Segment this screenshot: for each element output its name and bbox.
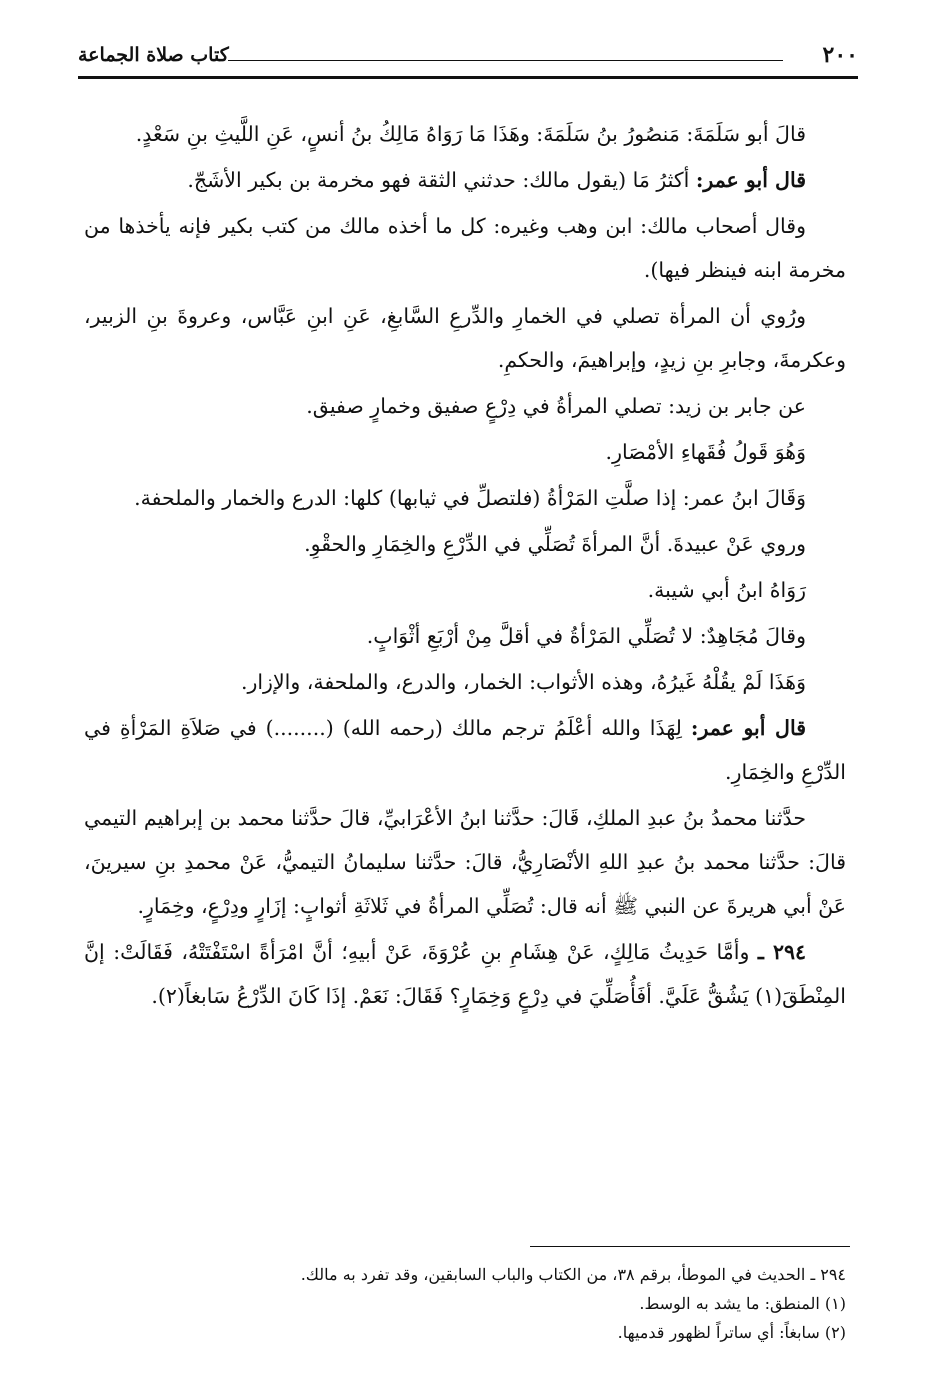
footnotes bbox=[84, 1260, 846, 1347]
paragraph bbox=[84, 706, 846, 794]
footnote: ٢٩٤ ـ الحديث في الموطأ، برقم ٣٨، من الكتاب والباب السابقين، وقد تفرد به مالك. bbox=[300, 1265, 846, 1284]
paragraph: قالَ أبو سَلَمَةَ: مَنصُورُ بنُ سَلَمَةَ: وهَذَا مَا رَوَاهُ مَالِكُ بنُ أنسٍ، عَنِ اللَّيثِ بنِ سَعْدٍ. bbox=[135, 122, 806, 146]
paragraph: وَهَذَا لَمْ يقُلْهُ غَيرُهُ، وهذه الأثواب: الخمار، والدرع، والملحفة، والإزار. bbox=[240, 670, 806, 694]
speaker-label: قال أبو عمر: bbox=[690, 716, 806, 740]
header-rule-thick bbox=[78, 76, 858, 79]
paragraph-text: وأمَّا حَدِيثُ مَالِكٍ، عَنْ هِشَامِ بنِ عُرْوَةَ، عَنْ أبيهِ؛ أنَّ امْرَأةً اسْتَفْتَتْهُ، فَقَالَتْ: إنَّ المِنْطَقَ(١) يَشُقُّ عَلَيَّ. أفَأُصَلِّيَ في دِرْعٍ وَخِمَارٍ؟ فَقَالَ: نَعَمْ. إذَا كَانَ الدِّرْعُ سَابغاً(٢). bbox=[84, 940, 846, 1008]
paragraph: وَقَالَ ابنُ عمر: إذا صلَّتِ المَرْأةُ (فلتصلِّ في ثيابها) كلها: الدرع والخمار والملحفة. bbox=[134, 486, 806, 510]
paragraph bbox=[84, 158, 846, 202]
speaker-label: قال أبو عمر: bbox=[695, 168, 806, 192]
paragraph-text: أكثرُ مَا (يقول مالك: حدثني الثقة فهو مخرمة بن بكير الأشَجّ. bbox=[187, 168, 696, 192]
running-title: كتاب صلاة الجماعة bbox=[78, 44, 229, 66]
paragraph bbox=[84, 930, 846, 1018]
paragraph: حدَّثنا محمدُ بنُ عبدِ الملكِ، قَالَ: حدَّثنا ابنُ الأعْرَابيِّ، قالَ حدَّثنا محمد بن إبراهيم التيمي قالَ: حدَّثنا محمد بنُ عبدِ اللهِ الأنْصَارِيُّ، قالَ: حدَّثنا سليمانُ التيميُّ، عَنْ محمدِ بنِ سيرينَ، عَنْ أبي هريرةَ عن النبي ﷺ أنه قال: تُصَلِّي المرأةُ في ثَلاثَةِ أثوابٍ: إزَارٍ ودِرْعٍ، وخِمَارٍ. bbox=[84, 806, 846, 918]
main-text bbox=[84, 112, 846, 1020]
paragraph: عن جابر بن زيد: تصلي المرأةُ في دِرْعٍ صفيق وخمارٍ صفيق. bbox=[306, 394, 806, 418]
paragraph: وَهُوَ قَولُ فُقَهاءِ الأمْصَارِ. bbox=[605, 440, 806, 464]
paragraph: ورُوي أن المرأة تصلي في الخمارِ والدِّرعِ السَّابغِ، عَنِ ابنِ عَبَّاس، وعروةَ بنِ الزبير، وعكرمةَ، وجابرِ بنِ زيدٍ، وإبراهيمَ، والحكمِ. bbox=[84, 304, 846, 372]
page-header bbox=[78, 40, 858, 74]
footnote: (١) المنطق: ما يشد به الوسط. bbox=[639, 1294, 846, 1313]
footnote: (٢) سابغاً: أي ساتراً لظهور قدميها. bbox=[617, 1323, 846, 1342]
paragraph-text: لِهَذَا والله أعْلَمُ ترجم مالك (رحمه الله) (........) في صَلاَةِ المَرْأةِ في الدِّرْعِ والخِمَارِ. bbox=[84, 716, 846, 784]
hadith-number: ٢٩٤ ـ bbox=[757, 940, 806, 964]
paragraph: وروي عَنْ عبيدةَ. أنَّ المرأةَ تُصَلِّي في الدِّرْعِ والخِمَارِ والحقْوِ. bbox=[304, 532, 806, 556]
paragraph: رَوَاهُ ابنُ أبي شيبة. bbox=[647, 578, 806, 602]
paragraph: وقالَ مُجَاهِدٌ: لا تُصَلِّي المَرْأةُ في أقلَّ مِنْ أرْبَعِ أثْوَابٍ. bbox=[366, 624, 806, 648]
paragraph: وقال أصحاب مالك: ابن وهب وغيره: كل ما أخذه مالك من كتب بكير فإنه يأخذها من مخرمة ابنه فينظر فيها). bbox=[84, 214, 846, 282]
footnote-separator bbox=[530, 1246, 850, 1247]
header-rule-thin bbox=[228, 60, 783, 61]
page-number: ٢٠٠ bbox=[822, 42, 858, 68]
